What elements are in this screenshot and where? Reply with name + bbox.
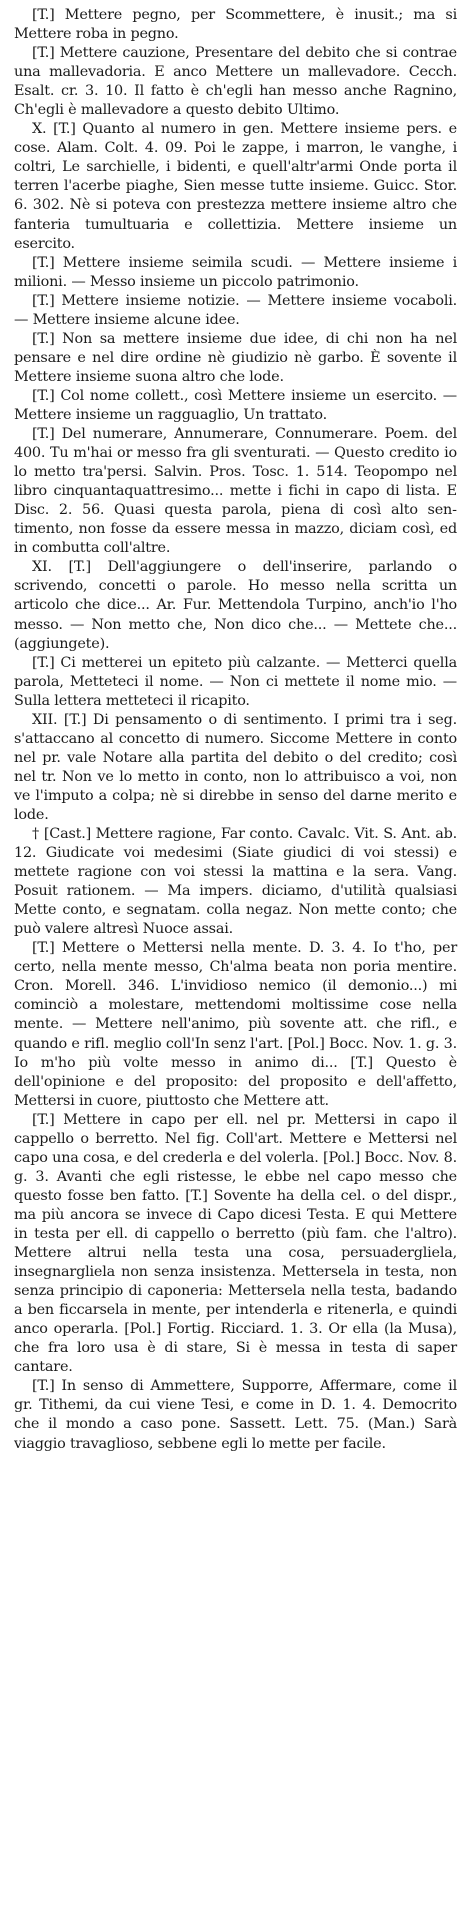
entry-paragraph-15: [T.] In senso di Ammettere, Supporre, Affermare, come il gr. Tithemi, da cui viene Tesi, e come in D. 1. 4. Democrito che il mondo a caso pone. Sassett. Lett. 75. (Man.) Sarà viaggio travaglioso, sebbene egli lo mette per facile. <box>14 1378 457 1452</box>
entry-paragraph-4: [T.] Mettere insieme seimila scudi. — Mettere insieme i milioni. — Messo insieme un piccolo patrimonio. <box>14 254 457 290</box>
entry-paragraph-2: [T.] Mettere cauzione, Presentare del debito che si contrae una mallevadoria. E anco Mettere un mallevadore. Cecch. Esalt. cr. 3. 10. Il fatto è ch'egli han messo anche Ragnino, Ch'egli è mallevadore a questo debito Ultimo. <box>14 45 457 119</box>
entry-paragraph-11: XII. [T.] Di pensamento o di sentimento. I primi tra i seg. s'attaccano al concetto di numero. Siccome Mettere in conto nel pr. vale Notare alla partita del debito o del credito; così nel tr. Non ve lo metto in conto, non lo attribuisco a voi, non ve l'imputo a colpa; nè si direbbe in senso del darne merito e lode. <box>14 711 457 823</box>
entry-paragraph-1: [T.] Mettere pegno, per Scommettere, è inusit.; ma si Mettere roba in pegno. <box>14 7 457 43</box>
entry-paragraph-9: XI. [T.] Dell'aggiungere o dell'inserire, parlando o scrivendo, concetti o parole. Ho messo nella scritta un articolo che dice... Ar. Fur. Mettendola Turpino, anch'io l'ho messo. — Non metto che, Non dico che... — Mettete che... (aggiungete). <box>14 559 457 652</box>
entry-paragraph-6: [T.] Non sa mettere insieme due idee, di chi non ha nel pensare e nel dire ordine nè giudizio nè garbo. È sovente il Mettere insieme suona altro che lode. <box>14 330 457 385</box>
entry-paragraph-3: X. [T.] Quanto al numero in gen. Mettere insieme pers. e cose. Alam. Colt. 4. 09. Poi le zappe, i marron, le vanghe, i coltri, Le sarchielle, i bidenti, e quell'altr'armi Onde porta il terren l'acerbe piaghe, Sien messe tutte insieme. Guicc. Stor. 6. 302. Nè si poteva con prestezza mettere insieme altro che fanteria tumultuaria e collettizia. Mettere insieme un esercito. <box>14 121 457 252</box>
entry-paragraph-7: [T.] Col nome collett., così Mettere insieme un esercito. — Mettere insieme un ragguaglio, Un trattato. <box>14 387 457 423</box>
entry-paragraph-12: † [Cast.] Mettere ragione, Far conto. Cavalc. Vit. S. Ant. ab. 12. Giudicate voi medesimi (Siate giudici di voi stessi) e mettete ragione con voi stessi la mattina e la sera. Vang. Posuit rationem. — Ma impers. diciamo, d'utilità qualsiasi Mette conto, e segnatam. colla negaz. Non mette conto; che può valere altresì Nuoce assai. <box>14 826 457 938</box>
entry-paragraph-13: [T.] Mettere o Mettersi nella mente. D. 3. 4. Io t'ho, per certo, nella mente messo, Ch'alma beata non poria mentire. Cron. Morell. 346. L'invidioso nemico (il demonio...) mi cominciò a molestare, mettendomi moltissime cose nella mente. — Mettere nell'animo, più sovente att. che rifl., e quando e rifl. meglio coll'In senz l'art. [Pol.] Bocc. Nov. 1. g. 3. Io m'ho più volte messo in animo di... [T.] Questo è dell'opinione e del proposito: del proposito e dell'affetto, Mettersi in cuore, piuttosto che Mettere att. <box>14 940 457 1109</box>
entry-paragraph-10: [T.] Ci metterei un epiteto più calzante. — Metterci quella parola, Metteteci il nome. — Non ci mettete il nome mio. — Sulla lettera metteteci il ricapito. <box>14 654 457 709</box>
entry-paragraph-5: [T.] Mettere insieme notizie. — Mettere insieme vocaboli. — Mettere insieme alcune idee. <box>14 292 457 328</box>
entry-paragraph-14: [T.] Mettere in capo per ell. nel pr. Mettersi in capo il cappello o berretto. Nel fig. Coll'art. Mettere e Mettersi nel capo una cosa, e del crederla e del volerla. [Pol.] Bocc. Nov. 8. g. 3. Avanti che egli ristesse, le ebbe nel capo messo che questo fosse ben fatto. [T.] Sovente ha della cel. o del dispr., ma più ancora se invece di Capo dicesi Testa. E qui Mettere in testa per ell. di cappello o berretto (più fam. che l'altro). Mettere altrui nella testa una cosa, persuadergliela, insegnargliela non senza insistenza. Mettersela in testa, non senza principio di caponeria: Mettersela nella testa, badando a ben ficcarsela in mente, per intenderla e ritenerla, e quindi anco operarla. [Pol.] Fortig. Ricciard. 1. 3. Or ella (la Musa), che fra loro usa è di stare, Si è messa in testa di saper cantare. <box>14 1111 457 1376</box>
entry-paragraph-8: [T.] Del numerare, Annumerare, Connumerare. Poem. del 400. Tu m'hai or messo fra gli sventurati. — Questo credito io lo metto tra'persi. Salvin. Pros. Tosc. 1. 514. Teopompo nel libro cinquantaquattresimo... mette i fichi in capo di lista. E Disc. 2. 56. Quasi questa parola, piena di così alto sentimento, non fosse da essere messa in mazzo, diciam così, ed in combutta coll'altre. <box>14 426 457 557</box>
